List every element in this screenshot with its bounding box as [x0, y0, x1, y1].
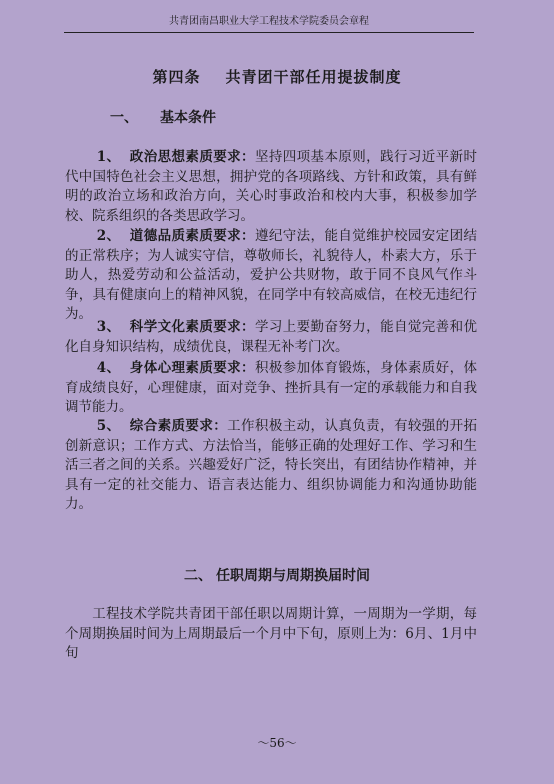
item-comprehensive	[65, 417, 477, 515]
item-label: 道德品质素质要求：	[129, 228, 255, 244]
paragraph-text: 工程技术学院共青团干部任职以周期计算，一周期为一学期，每个周期换届时间为上周期最后一个月中下旬，原则上为：6月、1月中旬	[65, 606, 477, 661]
item-physical	[65, 359, 477, 418]
section-heading-1	[110, 109, 216, 127]
item-label: 科学文化素质要求：	[129, 319, 255, 335]
item-cultural	[65, 318, 477, 357]
article-heading	[0, 68, 554, 86]
item-text: 坚持四项基本原则，践行习近平新时代中国特色社会主义思想，拥护党的各项路线、方针和政策，具有鲜明的政治立场和政治方向，关心时事政治和校内大事，积极参加学校、院系组织的各类思政学习。	[65, 149, 477, 224]
section-title: 基本条件	[160, 110, 216, 126]
section-2-paragraph	[65, 605, 477, 664]
header-rule	[64, 32, 474, 33]
item-label: 综合素质要求：	[129, 418, 228, 434]
item-number: 3、	[96, 319, 121, 335]
item-text: 遵纪守法，能自觉维护校园安定团结的正常秩序；为人诚实守信，尊敬师长，礼貌待人，朴素大方，乐于助人，热爱劳动和公益活动，爱护公共财物，敢于同不良风气作斗争，具有健康向上的精神风貌，在同学中有较高威信，在校无违纪行为。	[65, 228, 477, 322]
item-number: 2、	[96, 228, 121, 244]
item-text: 积极参加体育锻炼，身体素质好，体育成绩良好，心理健康，面对竞争、挫折具有一定的承载能力和自我调节能力。	[65, 360, 477, 415]
item-text: 工作积极主动，认真负责，有较强的开拓创新意识；工作方式、方法恰当，能够正确的处理好工作、学习和生活三者之间的关系。兴趣爱好广泛，特长突出，有团结协作精神，并具有一定的社交能力、语言表达能力、组织协调能力和沟通协助能力。	[65, 418, 477, 512]
section-heading-2	[0, 567, 554, 585]
article-number: 第四条	[152, 68, 201, 86]
item-moral	[65, 227, 477, 325]
item-number: 4、	[96, 360, 121, 376]
running-header: 共青团南昌职业大学工程技术学院委员会章程	[169, 16, 369, 27]
section-title: 任职周期与周期换届时间	[216, 568, 370, 584]
section-number: 二、	[184, 568, 212, 584]
page-number: ～56～	[257, 736, 297, 750]
article-title: 共青团干部任用提拔制度	[225, 68, 402, 86]
item-label: 政治思想素质要求：	[129, 149, 255, 165]
item-text: 学习上要勤奋努力，能自觉完善和优化自身知识结构，成绩优良，课程无补考门次。	[65, 319, 477, 355]
item-number: 1、	[96, 149, 121, 165]
item-label: 身体心理素质要求：	[129, 360, 255, 376]
item-number: 5、	[96, 418, 121, 434]
item-political	[65, 148, 477, 226]
section-number: 一、	[110, 110, 138, 126]
